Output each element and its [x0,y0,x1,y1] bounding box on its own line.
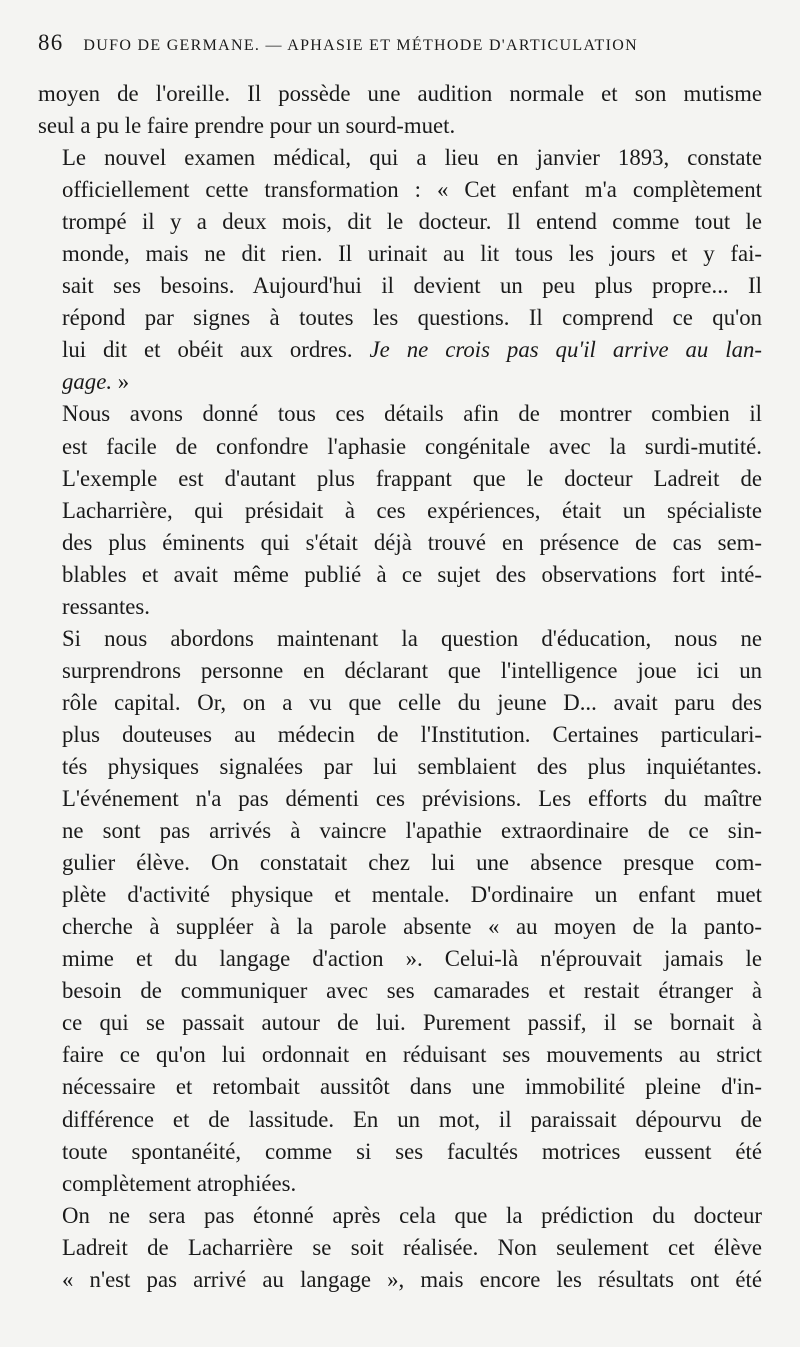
text-line: différence et de lassitude. En un mot, il paraissait dépourvu de [62,1106,762,1132]
text-line: cherche à suppléer à la parole absente « au moyen de la panto- [62,914,762,940]
text-line: ce qui se passait autour de lui. Purement passif, il se bornait à [62,1010,762,1036]
body-text [38,78,762,1296]
text-line: Ladreit de Lacharrière se soit réalisée. Non seulement cet élève [62,1234,762,1260]
text-line: mime et du langage d'action ». Celui-là n'éprouvait jamais le [62,946,762,972]
text-line: blables et avait même publié à ce sujet des observations fort inté- [62,561,762,587]
paragraph [38,142,762,398]
text-line: lui dit et obéit aux ordres. Je ne crois pas qu'il arrive au lan- [62,337,763,363]
text-line: ne sont pas arrivés à vaincre l'apathie extraordinaire de ce sin- [62,818,762,844]
text-line: « n'est pas arrivé au langage », mais encore les résultats ont été [62,1266,762,1292]
text-line: gulier élève. On constatait chez lui une absence presque com- [62,850,762,876]
text-line: Lacharrière, qui présidait à ces expériences, était un spécialiste [62,497,762,523]
text-line: seul a pu le faire prendre pour un sourd-muet. [38,113,456,139]
text-line: besoin de communiquer avec ses camarades et restait étranger à [62,978,762,1004]
text-line: Nous avons donné tous ces détails afin de montrer combien il [62,401,762,427]
text-line: des plus éminents qui s'était déjà trouvé en présence de cas sem- [62,529,762,555]
text-line: moyen de l'oreille. Il possède une audition normale et son mutisme [38,81,762,106]
text-line: complètement atrophiées. [62,1170,297,1196]
text-line: monde, mais ne dit rien. Il urinait au lit tous les jours et y fai- [62,241,762,267]
text-line: faire ce qu'on lui ordonnait en réduisant ses mouvements au strict [62,1042,762,1068]
text-line: On ne sera pas étonné après cela que la prédiction du docteur [62,1202,762,1228]
text-line: rôle capital. Or, on a vu que celle du jeune D... avait paru des [62,689,762,715]
text-line: sait ses besoins. Aujourd'hui il devient un peu plus propre... Il [62,273,762,299]
text-line: Si nous abordons maintenant la question d'éducation, nous ne [62,625,762,651]
text-line: L'événement n'a pas démenti ces prévisions. Les efforts du maître [62,786,762,812]
page-header [38,30,762,74]
paragraph [38,398,762,622]
text-line: plète d'activité physique et mentale. D'ordinaire un enfant muet [62,882,762,908]
text-line: est facile de confondre l'aphasie congénitale avec la surdi-mutité. [62,433,762,459]
paragraph [38,623,762,1200]
text-line: plus douteuses au médecin de l'Institution. Certaines particulari- [62,721,762,747]
text-line: officiellement cette transformation : « Cet enfant m'a complètement [62,177,762,203]
running-head: DUFO DE GERMANE. — APHASIE ET MÉTHODE D'ARTICULATION [83,37,638,54]
text-line: trompé il y a deux mois, dit le docteur. Il entend comme tout le [62,209,762,235]
text-line: Le nouvel examen médical, qui a lieu en janvier 1893, constate [62,145,762,171]
page-number: 86 [38,30,64,55]
text-line: gage. » [62,369,130,395]
text-line: tés physiques signalées par lui semblaient des plus inquiétantes. [62,753,762,779]
text-line: nécessaire et retombait aussitôt dans une immobilité pleine d'in- [62,1074,762,1100]
text-line: L'exemple est d'autant plus frappant que le docteur Ladreit de [62,465,762,491]
text-line: surprendrons personne en déclarant que l'intelligence joue ici un [62,657,762,683]
text-line: répond par signes à toutes les questions. Il comprend ce qu'on [62,305,762,331]
paragraph [38,78,762,142]
text-line: ressantes. [62,593,150,619]
paragraph [38,1200,762,1296]
text-line: toute spontanéité, comme si ses facultés motrices eussent été [62,1138,762,1164]
